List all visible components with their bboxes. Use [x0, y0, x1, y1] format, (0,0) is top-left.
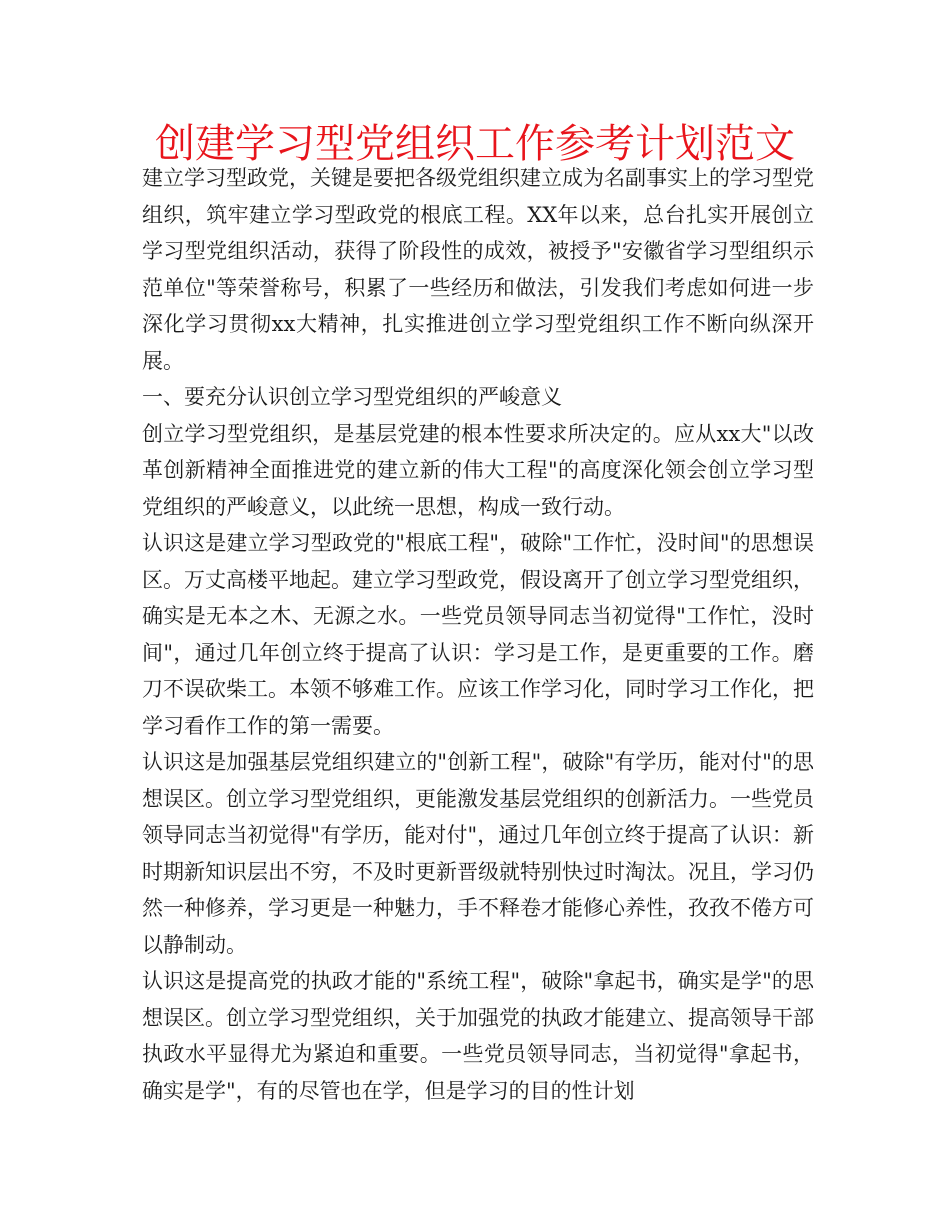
paragraph: 认识这是加强基层党组织建立的"创新工程"，破除"有学历，能对付"的思想误区。创立学习型党组织，更能激发基层党组织的创新活力。一些党员领导同志当初觉得"有学历，能对付"，通过几年创立终于提高了认识：新时期新知识层出不穷，不及时更新晋级就特别快过时淘汰。况且，学习仍然一种修养，学习更是一种魅力，手不释卷才能修心养性，孜孜不倦方可以静制动。	[142, 750, 814, 957]
paragraph: 认识这是建立学习型政党的"根底工程"，破除"工作忙，没时间"的思想误区。万丈高楼平地起。建立学习型政党，假设离开了创立学习型党组织，确实是无本之木、无源之水。一些党员领导同志当初觉得"工作忙，没时间"，通过几年创立终于提高了认识：学习是工作，是更重要的工作。磨刀不误砍柴工。本领不够难工作。应该工作学习化，同时学习工作化，把学习看作工作的第一需要。	[142, 531, 814, 738]
document-body	[142, 160, 814, 1109]
paragraph-intro: 建立学习型政党，关键是要把各级党组织建立成为名副事实上的学习型党组织，筑牢建立学习型政党的根底工程。XX年以来，总台扎实开展创立学习型党组织活动，获得了阶段性的成效，被授予"安徽省学习型组织示范单位"等荣誉称号，积累了一些经历和做法，引发我们考虑如何进一步深化学习贯彻xx大精神，扎实推进创立学习型党组织工作不断向纵深开展。	[142, 166, 814, 373]
document-title: 创建学习型党组织工作参考计划范文	[155, 121, 795, 167]
paragraph: 认识这是提高党的执政才能的"系统工程"，破除"拿起书，确实是学"的思想误区。创立学习型党组织，关于加强党的执政才能建立、提高领导干部执政水平显得尤为紧迫和重要。一些党员领导同志，当初觉得"拿起书，确实是学"，有的尽管也在学，但是学习的目的性计划	[142, 969, 814, 1103]
paragraph: 创立学习型党组织，是基层党建的根本性要求所决定的。应从xx大"以改革创新精神全面推进党的建立新的伟大工程"的高度深化领会创立学习型党组织的严峻意义，以此统一思想，构成一致行动。	[142, 421, 814, 519]
section-heading: 一、要充分认识创立学习型党组织的严峻意义	[142, 385, 562, 409]
